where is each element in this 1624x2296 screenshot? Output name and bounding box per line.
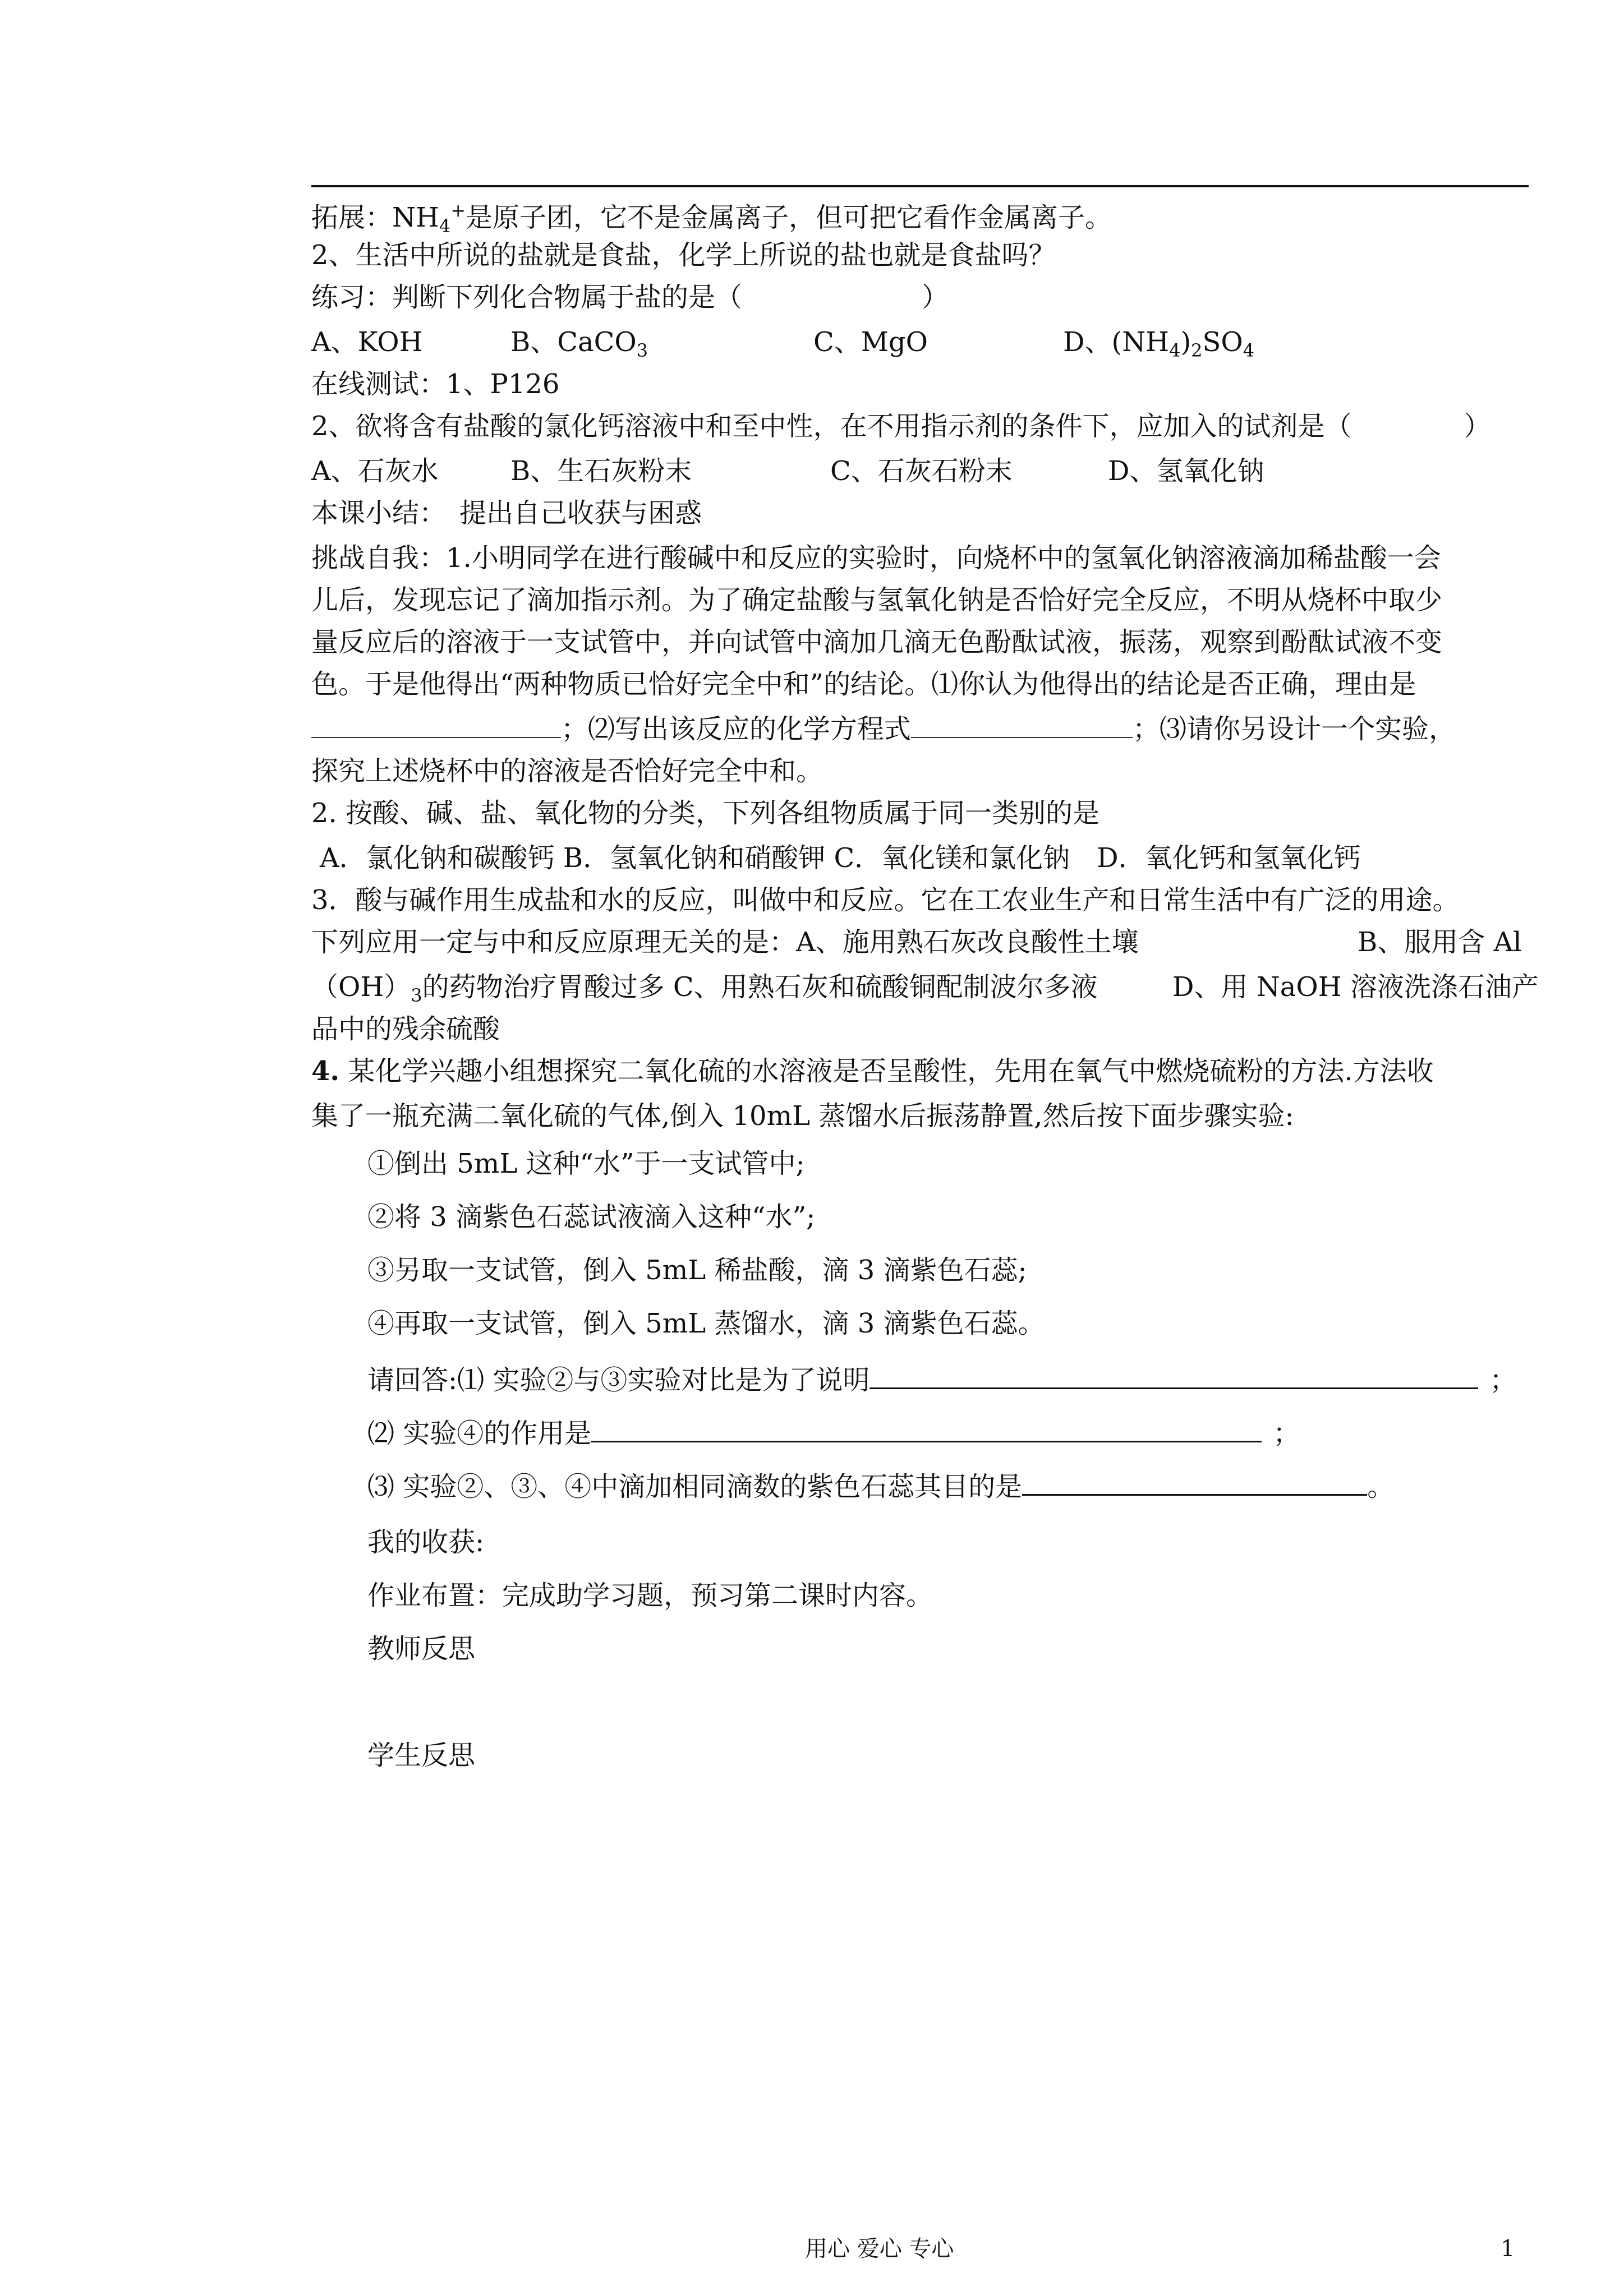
question-3-line-3: $(OH)_3$的药物治疗胃酸过多 C、用熟石灰和硫酸铜配制波尔多液 (311, 971, 1098, 1006)
question-4-line-2: 集了一瓶充满二氧化硫的气体,倒入 10mL 蒸馏水后振荡静置,然后按下面步骤实验: (311, 1100, 1294, 1132)
online-option-d: D、氢氧化钠 (1108, 455, 1264, 487)
question-3-option-b: B、服用含 Al (1358, 926, 1522, 958)
answer-blank-q3[interactable] (1022, 1469, 1367, 1496)
answer-blank-q2[interactable] (591, 1416, 1262, 1442)
step-2: ②将 3 滴紫色石蕊试液滴入这种“水”; (367, 1201, 816, 1233)
my-harvest: 我的收获: (367, 1527, 485, 1558)
challenge-line-1: 挑战自我：1.小明同学在进行酸碱中和反应的实验时，向烧杯中的氢氧化钠溶液滴加稀盐酸一会 (311, 542, 1441, 574)
lesson-summary: 本课小结： 提出自己收获与困惑 (311, 497, 702, 529)
extension-note: 拓展：$NH_4^+$是原子团，它不是金属离子，但可把它看作金属离子。 (311, 200, 1112, 237)
practice-option-c: C、MgO (813, 326, 928, 358)
student-reflection: 学生反思 (367, 1740, 476, 1771)
challenge-line-4: 色。于是他得出“两种物质已恰好完全中和”的结论。⑴你认为他得出的结论是否正确，理由是 (311, 668, 1416, 700)
step-3: ③另取一支试管，倒入 5mL 稀盐酸，滴 3 滴紫色石蕊; (367, 1255, 1027, 1286)
question-3-line-4: 品中的残余硫酸 (311, 1013, 500, 1045)
footer-motto: 用心 爱心 专心 (805, 2236, 954, 2262)
practice-question: 练习：判断下列化合物属于盐的是（ ） (311, 282, 949, 313)
step-1: ①倒出 5mL 这种“水”于一支试管中; (367, 1148, 805, 1179)
challenge-line-2: 儿后，发现忘记了滴加指示剂。为了确定盐酸与氢氧化钠是否恰好完全反应，不明从烧杯中取少 (311, 584, 1443, 616)
question-3-option-d: D、用 NaOH 溶液洗涤石油产 (1172, 971, 1539, 1003)
answer-blank-q1[interactable] (869, 1363, 1478, 1389)
online-option-c: C、石灰石粉末 (830, 455, 1013, 487)
teacher-reflection: 教师反思 (367, 1633, 476, 1665)
practice-option-d: D、$(NH_4)_2SO_4$ (1063, 326, 1255, 361)
question-2-options: A．氯化钠和碳酸钙 B．氢氧化钠和硝酸钾 C．氧化镁和氯化钠 D．氧化钙和氢氧化钙 (320, 842, 1361, 874)
practice-option-b: B、CaCO$_3$ (510, 326, 648, 361)
online-question-2: 2、欲将含有盐酸的氯化钙溶液中和至中性，在不用指示剂的条件下，应加入的试剂是（ ） (311, 411, 1491, 442)
header-rule (311, 185, 1529, 187)
online-test: 在线测试：1、P126 (311, 368, 560, 400)
answer-blank-equation[interactable] (911, 712, 1133, 738)
question-3-line-1: 3．酸与碱作用生成盐和水的反应，叫做中和反应。它在工农业生产和日常生活中有广泛的用途。 (311, 884, 1460, 916)
challenge-line-5: ；⑵写出该反应的化学方程式 ；⑶请你另设计一个实验， (311, 712, 1456, 746)
answer-blank-reason[interactable] (311, 712, 561, 738)
page-number: 1 (1501, 2236, 1515, 2262)
online-option-a: A、石灰水 (311, 455, 439, 487)
answer-question-2: ⑵ 实验④的作用是 ； (367, 1416, 1300, 1450)
answer-question-3: ⑶ 实验②、③、④中滴加相同滴数的紫色石蕊其目的是 。 (367, 1469, 1394, 1504)
answer-question-1: 请回答:⑴ 实验②与③实验对比是为了说明 ； (367, 1363, 1516, 1397)
online-option-b: B、生石灰粉末 (510, 455, 692, 487)
question-2-classification: 2. 按酸、碱、盐、氧化物的分类，下列各组物质属于同一类别的是 (311, 797, 1100, 829)
challenge-line-6: 探究上述烧杯中的溶液是否恰好完全中和。 (311, 755, 823, 787)
question-3-line-2: 下列应用一定与中和反应原理无关的是：A、施用熟石灰改良酸性土壤 (311, 926, 1139, 958)
homework: 作业布置：完成助学习题，预习第二课时内容。 (367, 1580, 933, 1611)
practice-option-a: A、KOH (311, 326, 423, 358)
question-4-line-1: 4. 某化学兴趣小组想探究二氧化硫的水溶液是否呈酸性，先用在氧气中燃烧硫粉的方法.方法收 (311, 1055, 1434, 1087)
step-4: ④再取一支试管，倒入 5mL 蒸馏水，滴 3 滴紫色石蕊。 (367, 1308, 1045, 1339)
challenge-line-3: 量反应后的溶液于一支试管中，并向试管中滴加几滴无色酚酞试液，振荡，观察到酚酞试液不变 (311, 626, 1443, 658)
question-salt: 2、生活中所说的盐就是食盐，化学上所说的盐也就是食盐吗？ (311, 239, 1056, 271)
